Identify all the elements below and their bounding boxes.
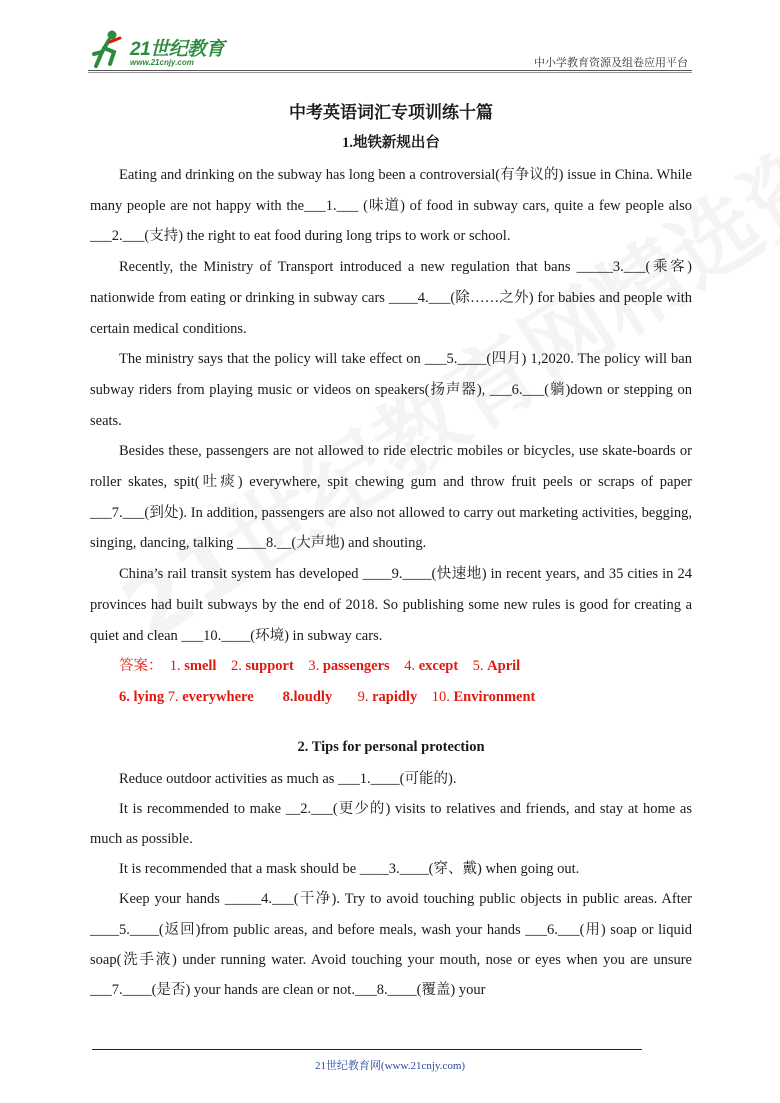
section-2-title: 2. Tips for personal protection — [297, 738, 485, 755]
section-1-paragraph: Besides these, passengers are not allowed to ride electric mobiles or bicycles, use skate-boards or roller skates, spit(吐痰) everywhere, spit chewing gum and throw fruit peels or scraps of paper ___7.___(到处). In addition, passengers are also not allowed to carry out marketing activities, begging, singing, dancing, talking ____8.__(大声地) and shouting. — [90, 443, 692, 552]
answer-item: 9. rapidly — [357, 688, 418, 705]
section-2-paragraph: It is recommended to make __2.___(更少的) visits to relatives and friends, and stay at home as much as possible. — [90, 800, 692, 848]
answer-item: 2. support — [230, 658, 294, 675]
answer-item: 1. smell — [169, 658, 217, 675]
section-1-paragraph: Recently, the Ministry of Transport introduced a new regulation that bans _____3.___(乘客) nationwide from eating or drinking in subway cars ____4.___(除……之外) for babies and people with certain medical conditions. — [90, 259, 692, 337]
document-body — [90, 98, 692, 1005]
footer-divider — [92, 1049, 642, 1050]
answer-item: 5. April — [472, 658, 521, 675]
section-2 — [90, 739, 692, 1006]
runner-logo-icon — [88, 28, 128, 72]
site-logo[interactable] — [88, 28, 238, 72]
section-2-paragraph: Keep your hands _____4.___(干净). Try to avoid touching public objects in public areas. After ____5.____(返回)from public areas, and before meals, wash your hands ___6.___(用) soap or liquid soap(洗手液) under running water. Avoid touching your mouth, nose or eyes when you are unsure ___7.____(是否) your hands are clean or not.___8.____(覆盖) your — [90, 891, 692, 999]
header-divider-secondary — [88, 72, 692, 73]
logo-url: www.21cnjy.com — [130, 58, 194, 67]
section-2-paragraph: Reduce outdoor activities as much as ___1.____(可能的). — [119, 770, 457, 787]
answer-item: 6. lying — [119, 688, 165, 705]
answers-label: 答案： — [119, 658, 163, 675]
answers-line-2 — [90, 682, 692, 713]
header-divider — [88, 70, 692, 71]
platform-name: 中小学教育资源及组卷应用平台 — [534, 57, 688, 69]
section-1-title: 1.地铁新规出台 — [342, 135, 440, 151]
section-spacer — [90, 713, 692, 739]
footer-link[interactable]: 21世纪教育网(www.21cnjy.com) — [314, 1060, 466, 1072]
answer-item: 7. everywhere — [167, 688, 254, 705]
logo-text: 21世纪教育 — [130, 39, 225, 60]
answer-item: 3. passengers — [308, 658, 390, 675]
section-2-paragraph: It is recommended that a mask should be ____3.____(穿、戴) when going out. — [119, 861, 580, 878]
answer-item: 4. except — [404, 658, 459, 675]
section-1-paragraph: The ministry says that the policy will take effect on ___5.____(四月) 1,2020. The policy will ban subway riders from playing music or videos on speakers(扬声器), ___6.___(躺)down or stepping on seats. — [90, 351, 692, 429]
page-title: 中考英语词汇专项训练十篇 — [289, 103, 493, 122]
answer-item: 10. Environment — [431, 688, 536, 705]
section-1-paragraph: China’s rail transit system has developed ____9.____(快速地) in recent years, and 35 cities in 24 provinces had built subways by the end of 2018. So publishing some new rules is good for creating a quiet and clean ___10.____(环境) in subway cars. — [90, 566, 692, 644]
answer-item: 8.loudly — [282, 688, 333, 705]
page-header — [0, 0, 780, 80]
answers-line-1 — [90, 651, 692, 682]
section-1-paragraph: Eating and drinking on the subway has long been a controversial(有争议的) issue in China. While many people are not happy with the___1.___ (味道) of food in subway cars, quite a few people also ___2.___(支持) the right to eat food during long trips to work or school. — [90, 167, 692, 245]
